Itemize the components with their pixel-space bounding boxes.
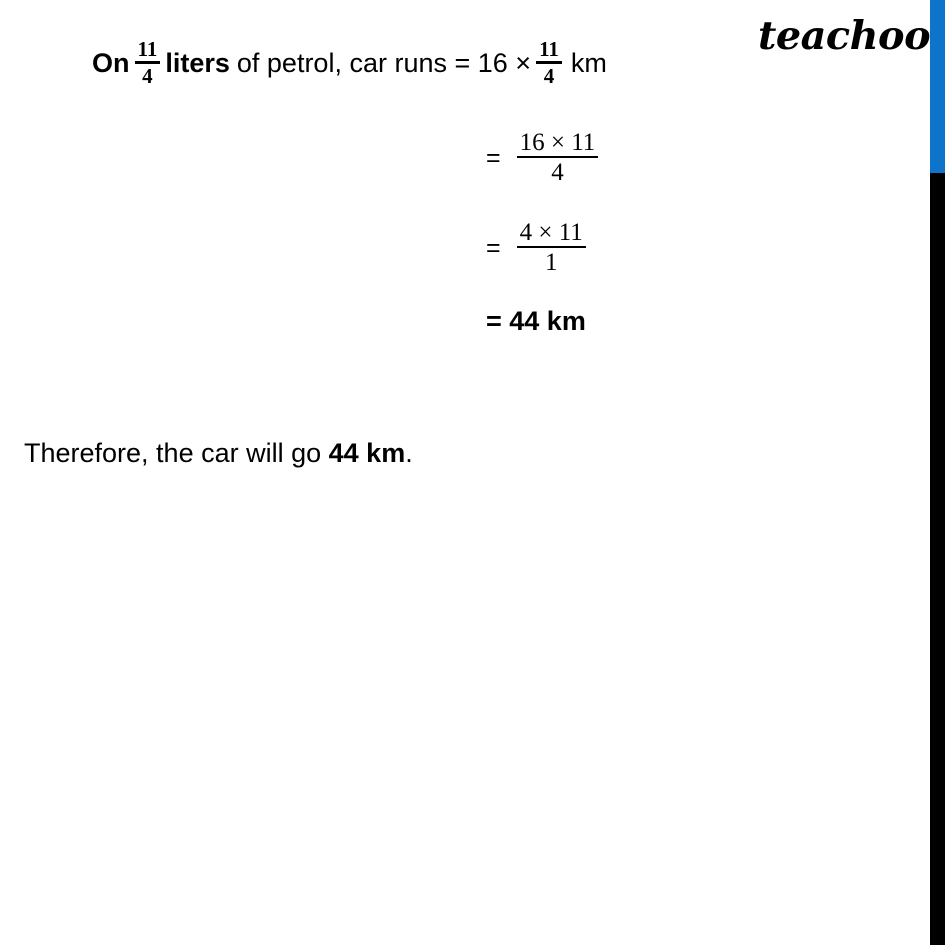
right-edge-black-bar xyxy=(930,173,945,945)
calculation-result: = 44 km xyxy=(486,306,586,336)
fraction-denominator: 4 xyxy=(142,63,153,88)
fraction-denominator: 4 xyxy=(543,63,555,88)
fraction-numerator: 11 xyxy=(539,37,559,61)
conclusion-suffix: . xyxy=(405,438,413,468)
calculation-step-1 xyxy=(486,131,603,186)
statement-middle-text: of petrol, car runs = 16 × xyxy=(236,48,532,79)
equals-sign: = xyxy=(486,234,501,262)
equals-sign: = xyxy=(486,144,501,172)
fraction-step-1 xyxy=(517,130,599,185)
fraction-numerator: 16 × 11 xyxy=(519,129,596,156)
fraction-numerator: 4 × 11 xyxy=(519,219,583,246)
fraction-step-2 xyxy=(517,220,586,275)
conclusion-sentence xyxy=(24,440,413,467)
fraction-numerator: 11 xyxy=(137,37,158,61)
unit-km: km xyxy=(570,48,607,79)
conclusion-answer: 44 km xyxy=(328,438,406,468)
teachoo-logo: teachoo xyxy=(758,13,931,59)
conclusion-prefix: Therefore, the car will go xyxy=(24,438,329,468)
fraction-denominator: 4 xyxy=(551,159,564,186)
word-on: On xyxy=(92,48,130,79)
statement-line xyxy=(92,37,607,88)
word-liters: liters xyxy=(165,48,230,79)
fraction-denominator: 1 xyxy=(544,249,558,276)
fraction-eleven-fourths-first xyxy=(135,39,161,87)
fraction-eleven-fourths-second xyxy=(536,39,562,87)
calculation-step-2 xyxy=(486,221,591,276)
right-edge-blue-bar xyxy=(930,0,945,173)
